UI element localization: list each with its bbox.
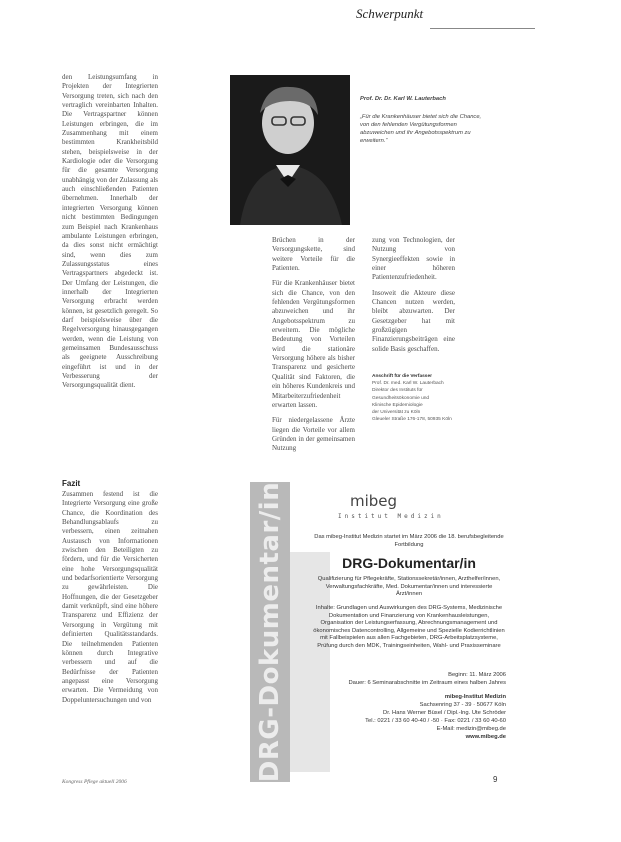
address-box-title: Anschrift für die Verfasser — [372, 374, 432, 379]
author-photo — [230, 75, 350, 225]
column-d-p1: zung von Technologien, der Nutzung von Synergieeffekten sowie in einer höheren Patientenzufriedenheit. — [372, 236, 455, 282]
photo-caption — [360, 95, 488, 145]
ad-address-line: mibeg-Institut Medizin — [444, 694, 506, 700]
address-line: der Universität zu Köln — [372, 410, 421, 416]
column-a-text: den Leistungsumfang in Projekten der Integrierten Versorgung treten, sich nach den vertraglich vereinbarten Inhalten. Die Vertragspartner können Leistungen erbringen, die im Zusammenhang mit einem bestimmten Krankheitsbild stehen, beispielsweise in der Kardiologie oder die Versorgung für die gesamte Versorgung unabhängig von der Zulassung als auch einschließenden Patienten übernehmen. Innerhalb der integrierten Versorgung können nicht bestimmten Bedingungen zum Beispiel nach Krankenhaus ambulante Leistungen erbringen, da dies sonst nicht ermächtigt sind, wenn dies zum Zulassungsstatus eines Vertragspartners abgedeckt ist. Der Umfang der Leistungen, die innerhalb der Integrierten Versorgung erbracht werden können, ist gesetzlich geregelt. So darf beispielsweise über die Regelversorgung hinausgegangen werden, wenn die Leistung von gemeinsamen Bundesausschuss als geeignete Ausschreibung eingeführt ist und in der Verbesserung der Versorgungsqualität dient. — [62, 73, 158, 390]
page-number: 9 — [493, 775, 498, 784]
ad-duration: Dauer: 6 Seminarabschnitte im Zeitraum eines halben Jahres — [348, 680, 506, 686]
page-footer: Kongress Pflege aktuell 2006 — [62, 779, 127, 785]
address-line: Direktor des Instituts für — [372, 388, 423, 394]
running-head: Schwerpunkt — [356, 6, 424, 21]
ad-begin: Beginn: 11. März 2006 — [448, 672, 506, 678]
ad-address-line: Sachsenring 37 - 39 · 50677 Köln — [419, 702, 506, 708]
address-line: Gesundheitsökonomie und — [372, 395, 430, 401]
address-line: Gleueler Straße 176-178, 50935 Köln — [372, 417, 452, 423]
ad-contents: Inhalte: Grundlagen und Auswirkungen des DRG-Systems, Medizinische Dokumentation und Finanzierung von Krankenhausleistungen, Organisation der Leistungserfassung, Abrechnungsmanagement und ökonomisches Datencontrolling, Allgemeine und Spezielle Kodierrichtlinien mit Fallbeispielen aus allen Fachgebieten, DRG-Arbeitsplatzsysteme, Prüfung durch den MDK, Trainingseinheiten, Wahl- und Praxisseminare — [313, 605, 505, 649]
ad-email: E-Mail: medizin@mibeg.de — [436, 726, 506, 732]
mibeg-advertisement — [250, 482, 512, 782]
ad-website: www.mibeg.de — [465, 734, 506, 740]
ad-address-line: Tel.: 0221 / 33 60 40-40 / -50 · Fax: 0221 / 33 60 40-60 — [365, 718, 506, 724]
address-line: Klinische Epidemiologie — [372, 402, 423, 408]
article-column-d — [372, 236, 455, 360]
ad-title: DRG-Dokumentar/in — [342, 555, 476, 571]
author-address-box — [372, 373, 472, 423]
header-rule — [430, 28, 535, 29]
ad-target-groups: Qualifizierung für Pflegekräfte, Stationssekretär/innen, Arzthelfer/innen, Verwaltungsfachkräfte, Med. Dokumentar/innen und interessierte Ärzt/innen — [317, 576, 501, 598]
portrait-image — [230, 75, 350, 225]
column-d-p2: Insoweit die Akteure diese Chancen nutzen werden, bleibt abzuwarten. Der Gesetzgeber hat mit großzügigen Finanzierungsbeiträgen eine solide Basis geschaffen. — [372, 288, 455, 353]
caption-name: Prof. Dr. Dr. Karl W. Lauterbach — [360, 96, 446, 102]
fazit-heading: Fazit — [62, 479, 81, 488]
address-line: Prof. Dr. med. Karl W. Lauterbach — [372, 381, 444, 387]
caption-quote: „Für die Krankenhäuser bietet sich die Chance, von den fehlenden Vergütungsformen abzuweichen und ihr Angebotsspektrum zu erweitern.“ — [360, 114, 482, 144]
column-b-text: Zusammen festend ist die Integrierte Versorgung eine große Chance, die Koordination des Behandlungsablaufs zu verbessern, einen zeitnahen Austausch von Informationen zwischen den Beteiligten zu fördern, und für die Versicherten eine hohe Versorgungsqualität und bedarfsorientierte Versorgung zu gewährleisten. Die Hoffnungen, die der Gesetzgeber damit verknüpft, sind eine höhere Transparenz und Effizienz der Versorgung in Vergütung mit definierten Qualitätsstandards. Die teilnehmenden Patienten können durch Integrative verbessern und auf die Bedürfnisse der Patienten angepasst eine Versorgung erwarten. Die Vermeidung von Doppeluntersuchungen und von — [62, 490, 158, 704]
ad-intro: Das mibeg-Institut Medizin startet im März 2006 die 18. berufsbegleitende Fortbildung — [314, 534, 504, 548]
column-c-p1: Brüchen in der Versorgungskette, sind weitere Vorteile für die Patienten. — [272, 236, 355, 273]
mibeg-logo: mibeg — [350, 492, 398, 510]
article-column-a — [62, 73, 158, 397]
article-column-b — [62, 490, 158, 711]
article-column-c — [272, 236, 355, 460]
column-c-p3: Für niedergelassene Ärzte liegen die Vorteile vor allem Gründen in der gemeinsamen Nutzung — [272, 416, 355, 453]
mibeg-logo-subtitle: Institut Medizin — [338, 513, 444, 520]
ad-address-line: Dr. Hans Werner Büsel / Dipl.-Ing. Ute Schröder — [383, 710, 506, 716]
ad-vertical-title: DRG-Dokumentar/in — [255, 481, 285, 783]
column-c-p2: Für die Krankenhäuser bietet sich die Chance, von den fehlenden Vergütungsformen abzuweichen und ihr Angebotsspektrum zu erweitern. Die mögliche Bedeutung von Vorteilen wird die stationäre Versorgung höhere als bisher Transparenz und gesicherte Qualität sind Faktoren, die ein höheres Kundenkreis und Mitarbeiterzufriedenheit erwarten lassen. — [272, 279, 355, 409]
